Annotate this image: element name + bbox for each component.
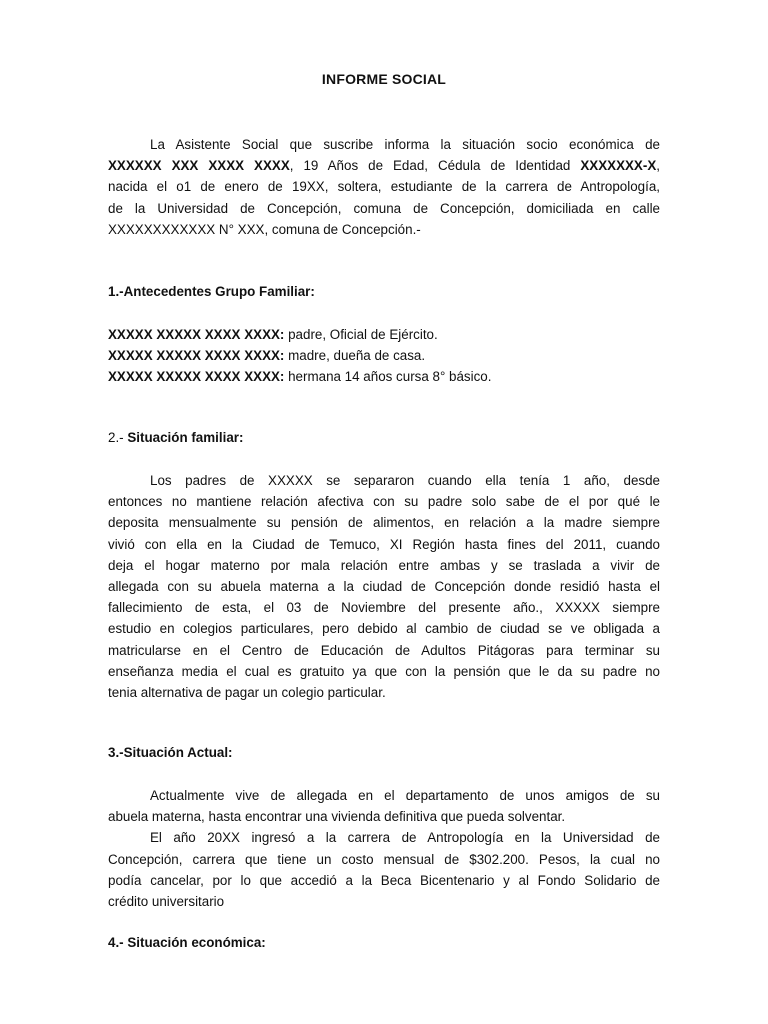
section2-line: enseñanza media el cual es gratuito ya que con la pensión que le da su padre no bbox=[108, 663, 660, 679]
document-title: INFORME SOCIAL bbox=[321, 71, 447, 87]
section2-line: entonces no mantiene relación afectiva con su padre solo sabe de el por qué le bbox=[108, 494, 660, 510]
section4-heading: 4.- Situación económica: bbox=[108, 935, 266, 950]
intro-line-5: XXXXXXXXXXXX N° XXX, comuna de Concepción.- bbox=[108, 221, 421, 237]
subject-name: XXXXXX XXX XXXX XXXX bbox=[108, 158, 290, 174]
family-member-desc: padre, Oficial de Ejército. bbox=[284, 327, 438, 342]
section2-line: Los padres de XXXXX se separaron cuando ella tenía 1 año, desde bbox=[150, 473, 660, 488]
family-member-name: XXXXX XXXXX XXXX XXXX: bbox=[108, 327, 285, 342]
section3-line: Actualmente vive de allegada en el departamento de unos amigos de su bbox=[150, 788, 660, 803]
family-member-list bbox=[108, 324, 660, 388]
family-member-item bbox=[108, 366, 660, 387]
intro-line-2-end: , bbox=[656, 158, 660, 174]
section2-line: deposita mensualmente su pensión de alimentos, en relación a la madre siempre bbox=[108, 515, 660, 531]
section2-paragraph bbox=[108, 470, 660, 703]
family-member-item bbox=[108, 345, 660, 366]
section2-line: allegada con su abuela materna a la ciudad de Concepción donde residió hasta el bbox=[108, 579, 660, 595]
section3-line: podía cancelar, por lo que accedió a la Beca Bicentenario y al Fondo Solidario de bbox=[108, 872, 660, 888]
section2-title: Situación familiar: bbox=[127, 430, 244, 445]
section3-line: abuela materna, hasta encontrar una vivienda definitiva que pueda solventar. bbox=[108, 809, 566, 825]
intro-line-1: La Asistente Social que suscribe informa la situación socio económica de bbox=[150, 137, 660, 152]
family-member-name: XXXXX XXXXX XXXX XXXX: bbox=[108, 348, 285, 364]
section3-paragraph bbox=[108, 785, 660, 912]
section2-line: vivió con ella en la Ciudad de Temuco, XI Región hasta fines del 2011, cuando bbox=[108, 536, 660, 552]
intro-line-2 bbox=[108, 155, 660, 176]
section2-line: deja el hogar materno por mala relación entre ambas y se traslada a vivir de bbox=[108, 557, 660, 573]
section3-line: Concepción, carrera que tiene un costo mensual de $302.200. Pesos, la cual no bbox=[108, 851, 660, 867]
section2-line: fallecimiento de esta, el 03 de Noviembre del presente año., XXXXX siempre bbox=[108, 600, 660, 616]
section2-line: estudio en colegios particulares, pero debido al cambio de ciudad se ve obligada a bbox=[108, 621, 660, 637]
section1-heading: 1.-Antecedentes Grupo Familiar: bbox=[108, 284, 315, 299]
section3-line: crédito universitario bbox=[108, 894, 225, 910]
family-member-desc: hermana 14 años cursa 8° básico. bbox=[284, 369, 492, 385]
intro-line-4: de la Universidad de Concepción, comuna de Concepción, domiciliada en calle bbox=[108, 200, 660, 216]
section2-number: 2.- bbox=[108, 430, 128, 445]
intro-line-3: nacida el o1 de enero de 19XX, soltera, estudiante de la carrera de Antropología, bbox=[108, 179, 660, 195]
intro-paragraph bbox=[108, 134, 660, 240]
section3-heading: 3.-Situación Actual: bbox=[108, 745, 233, 760]
section2-line: tenia alternativa de pagar un colegio particular. bbox=[108, 685, 386, 701]
family-member-desc: madre, dueña de casa. bbox=[284, 348, 426, 364]
family-member-name: XXXXX XXXXX XXXX XXXX: bbox=[108, 369, 285, 385]
section2-heading bbox=[108, 430, 660, 445]
subject-id: XXXXXXX-X bbox=[580, 158, 657, 174]
section3-line: El año 20XX ingresó a la carrera de Antropología en la Universidad de bbox=[150, 830, 660, 846]
intro-line-2-mid: , 19 Años de Edad, Cédula de Identidad bbox=[289, 158, 581, 174]
family-member-item bbox=[108, 324, 660, 345]
section2-line: matricularse en el Centro de Educación de Adultos Pitágoras para terminar su bbox=[108, 642, 660, 658]
